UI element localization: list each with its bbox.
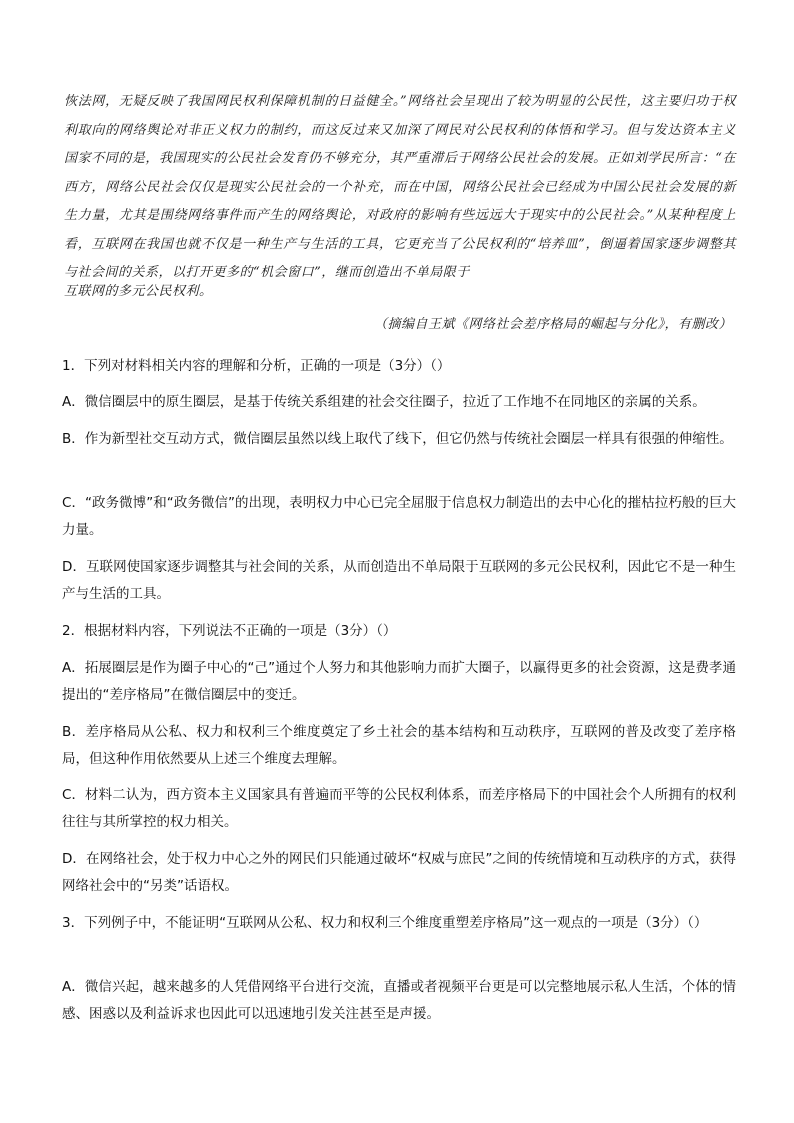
- question-1-option-a: A．微信圈层中的原生圈层，是基于传统关系组建的社会交往圈子，拉近了工作地不在同地区的亲属的关系。: [62, 394, 706, 410]
- question-3-stem: 3．下列例子中，不能证明“互联网从公私、权力和权利三个维度重塑差序格局”这一观点的一项是（3分）（）: [62, 915, 708, 931]
- question-2-option-b: B．差序格局从公私、权力和权利三个维度奠定了乡土社会的基本结构和互动秩序，互联网的普及改变了差序格局，但这种作用依然要从上述三个维度去理解。: [62, 724, 736, 767]
- question-2-option-d: D．在网络社会，处于权力中心之外的网民们只能通过破坏“权威与庶民”之间的传统情境和互动秩序的方式，获得网络社会中的“另类”话语权。: [62, 851, 736, 894]
- passage-paragraph-1: 恢法网，无疑反映了我国网民权利保障机制的日益健全。”网络社会呈现出了较为明显的公民性，这主要归功于权利取向的网络舆论对非正义权力的制约，而这反过来又加深了网民对公民权利的体悟和学习。但与发达资本主义国家不同的是，我国现实的公民社会发育仍不够充分，其严重滞后于网络公民社会的发展。正如刘学民所言：“在西方，网络公民社会仅仅是现实公民社会的一个补充，而在中国，网络公民社会已经成为中国公民社会发展的新生力量，尤其是围绕网络事件而产生的网络舆论，对政府的影响有些远远大于现实中的公民社会。”从某种程度上看，互联网在我国也就不仅是一种生产与生活的工具，它更充当了公民权利的“培养皿”，倒逼着国家逐步调整其与社会间的关系，以打开更多的“机会窗口”，继而创造出不单局限于: [64, 94, 736, 280]
- question-1-option-d: D．互联网使国家逐步调整其与社会间的关系，从而创造出不单局限于互联网的多元公民权利，因此它不是一种生产与生活的工具。: [62, 559, 736, 602]
- question-3-option-a: A．微信兴起，越来越多的人凭借网络平台进行交流，直播或者视频平台更是可以完整地展示私人生活，个体的情感、困惑以及利益诉求也因此可以迅速地引发关注甚至是声援。: [62, 979, 736, 1022]
- question-2-option-c: C．材料二认为，西方资本主义国家具有普遍而平等的公民权利体系，而差序格局下的中国社会个人所拥有的权利往往与其所掌控的权力相关。: [62, 787, 736, 830]
- question-2-option-a: A．拓展圈层是作为圈子中心的“己”通过个人努力和其他影响力而扩大圈子，以赢得更多的社会资源，这是费孝通提出的“差序格局”在微信圈层中的变迁。: [62, 660, 736, 703]
- passage-paragraph-2: 互联网的多元公民权利。: [64, 284, 213, 299]
- passage-source: （摘编自王斌《网络社会差序格局的崛起与分化》，有删改）: [373, 317, 732, 332]
- question-1-option-b: B．作为新型社交互动方式，微信圈层虽然以线上取代了线下，但它仍然与传统社会圈层一样具有很强的伸缩性。: [62, 431, 733, 447]
- question-2-stem: 2．根据材料内容，下列说法不正确的一项是（3分）（）: [62, 623, 397, 639]
- question-1-stem: 1．下列对材料相关内容的理解和分析，正确的一项是（3分）（）: [62, 358, 451, 374]
- question-1-option-c: C．“政务微博”和“政务微信”的出现，表明权力中心已完全屈服于信息权力制造出的去中心化的摧枯拉朽般的巨大力量。: [62, 495, 736, 538]
